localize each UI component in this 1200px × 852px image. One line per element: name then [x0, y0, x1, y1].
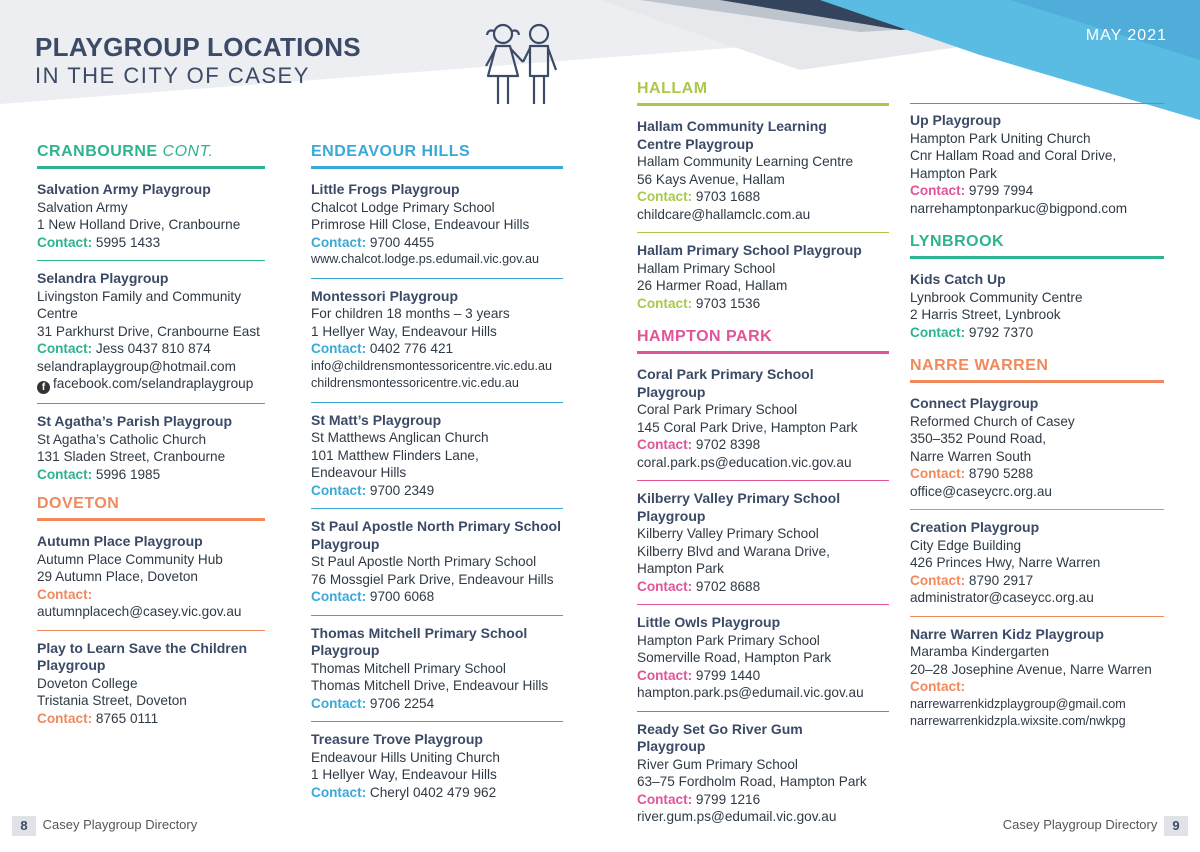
contact-label: Contact:	[311, 341, 367, 356]
divider	[311, 402, 563, 403]
listing-entry	[311, 625, 563, 713]
contact-label: Contact:	[37, 466, 93, 482]
divider	[637, 604, 889, 605]
divider	[637, 711, 889, 712]
email-link[interactable]: coral.park.ps@education.vic.gov.au	[637, 454, 852, 470]
listing-entry	[637, 614, 889, 702]
listing-venue: For children 18 months – 3 years	[311, 306, 510, 321]
listing-address: Tristania Street, Doveton	[37, 693, 187, 708]
contact-label: Contact:	[637, 578, 693, 594]
listing-entry	[637, 721, 889, 826]
section-heading: NARRE WARREN	[910, 357, 1049, 374]
listing-entry	[37, 413, 265, 483]
contact-label: Contact:	[311, 482, 367, 498]
listing-name: Montessori Playgroup	[311, 287, 459, 304]
listing-address: 56 Kays Avenue, Hallam	[637, 171, 785, 187]
listing-address: Kilberry Blvd and Warana Drive, Hampton Park	[637, 543, 830, 576]
contact-label: Contact:	[910, 183, 966, 198]
contact-value: 8765 0111	[95, 710, 159, 726]
listing-name: St Paul Apostle North Primary School Playgroup	[311, 518, 561, 552]
listing-entry	[637, 366, 889, 471]
website-link[interactable]: childrensmontessoricentre.vic.edu.au	[311, 376, 519, 390]
listing-venue: Maramba Kindergarten	[910, 644, 1050, 659]
section-heading-cont: CONT.	[162, 143, 214, 160]
listing-entry	[910, 395, 1164, 500]
listing-name: Kilberry Valley Primary School Playgroup	[637, 490, 841, 524]
section-narre-warren	[910, 357, 1164, 383]
listing-name: Salvation Army Playgroup	[37, 181, 211, 197]
listing-address: 131 Sladen Street, Cranbourne	[37, 449, 226, 464]
divider	[311, 721, 563, 722]
listing-address: 29 Autumn Place, Doveton	[37, 569, 198, 584]
contact-label: Contact:	[637, 189, 693, 204]
listing-name: Up Playgroup	[910, 112, 1002, 128]
listing-entry	[910, 271, 1164, 341]
contact-label: Contact:	[910, 572, 966, 588]
contact-value: 9702 8688	[695, 578, 761, 594]
footer-title-left: Casey Playgroup Directory	[42, 817, 198, 833]
section-hampton-park	[637, 328, 889, 354]
listing-venue: Chalcot Lodge Primary School	[311, 199, 495, 215]
contact-value: 9702 8398	[695, 437, 761, 452]
contact-value: 9703 1536	[695, 295, 761, 311]
contact-label: Contact:	[637, 791, 693, 807]
listing-name: Kids Catch Up	[910, 271, 1006, 287]
listing-entry	[910, 112, 1164, 217]
contact-label: Contact:	[637, 295, 693, 311]
email-link[interactable]: childcare@hallamclc.com.au	[637, 206, 811, 222]
contact-value: 5995 1433	[95, 234, 161, 250]
email-link[interactable]: narrehamptonparkuc@bigpond.com	[910, 200, 1128, 216]
listing-venue: Autumn Place Community Hub	[37, 551, 223, 567]
listing-name: Coral Park Primary School Playgroup	[637, 366, 814, 400]
section-heading: CRANBOURNE	[37, 143, 158, 160]
section-heading: HALLAM	[637, 80, 708, 97]
issue-date: MAY 2021	[1085, 27, 1167, 44]
contact-value: 9700 2349	[369, 482, 435, 498]
listing-venue: Doveton College	[37, 675, 138, 691]
section-hallam	[637, 80, 889, 106]
email-link[interactable]: narrewarrenkidzplaygroup@gmail.com	[910, 696, 1126, 711]
divider	[910, 103, 1164, 104]
listing-venue: Livingston Family and Community Centre	[37, 288, 241, 321]
divider	[637, 232, 889, 233]
listing-name: Little Owls Playgroup	[637, 614, 781, 630]
email-link[interactable]: administrator@caseycc.org.au	[910, 590, 1094, 605]
section-endeavour-hills	[311, 143, 563, 169]
listing-venue: St Matthews Anglican Church	[311, 430, 489, 445]
contact-label: Contact:	[37, 710, 93, 726]
listing-venue: Lynbrook Community Centre	[910, 289, 1083, 305]
listing-entry	[37, 270, 265, 394]
contact-value: 9792 7370	[968, 324, 1034, 340]
listing-venue: Hallam Community Learning Centre	[637, 154, 854, 169]
listing-entry	[311, 288, 563, 393]
footer-right	[1003, 816, 1188, 836]
listing-address: 76 Mossgiel Park Drive, Endeavour Hills	[311, 571, 554, 587]
page-subtitle: IN THE CITY OF CASEY	[35, 63, 310, 88]
section-heading: ENDEAVOUR HILLS	[311, 143, 471, 160]
contact-value: Jess 0437 810 874	[95, 341, 211, 356]
listing-name: Creation Playgroup	[910, 519, 1040, 535]
listing-address: 31 Parkhurst Drive, Cranbourne East	[37, 323, 260, 339]
listing-name: Play to Learn Save the Children Playgroup	[37, 639, 248, 673]
contact-value: 9799 1440	[695, 667, 761, 683]
contact-label: Contact:	[637, 437, 693, 452]
listing-address: 63–75 Fordholm Road, Hampton Park	[637, 774, 867, 789]
contact-label: Contact:	[37, 234, 93, 250]
listing-address: Thomas Mitchell Drive, Endeavour Hills	[311, 678, 549, 693]
contact-label: Contact:	[637, 667, 693, 683]
email-link[interactable]: selandraplaygroup@hotmail.com	[37, 358, 236, 374]
listing-venue: Hallam Primary School	[637, 260, 776, 276]
listing-venue: Salvation Army	[37, 199, 128, 215]
listing-name: Treasure Trove Playgroup	[311, 731, 483, 747]
listing-entry	[37, 533, 265, 621]
listing-name: Connect Playgroup	[910, 395, 1039, 411]
listing-entry	[311, 518, 563, 606]
listing-name: Narre Warren Kidz Playgroup	[910, 625, 1104, 642]
listing-name: Little Frogs Playgroup	[311, 181, 460, 197]
contact-label: Contact:	[311, 784, 367, 800]
listing-address: 145 Coral Park Drive, Hampton Park	[637, 419, 858, 435]
contact-label: Contact:	[910, 679, 966, 694]
listing-venue: Coral Park Primary School	[637, 402, 798, 417]
email-link[interactable]: autumnplacech@casey.vic.gov.au	[37, 604, 242, 619]
email-link[interactable]: hampton.park.ps@edumail.vic.gov.au	[637, 685, 864, 700]
listing-entry	[37, 640, 265, 728]
listing-entry	[637, 242, 889, 312]
contact-label: Contact:	[910, 324, 966, 340]
divider	[37, 630, 265, 631]
facebook-icon: f	[37, 381, 50, 394]
listing-entry	[311, 181, 563, 269]
listing-venue: St Paul Apostle North Primary School	[311, 554, 537, 569]
contact-value: 9700 6068	[369, 589, 435, 604]
contact-label: Contact:	[37, 341, 93, 356]
email-link[interactable]: river.gum.ps@edumail.vic.gov.au	[637, 809, 837, 824]
listing-address: 26 Harmer Road, Hallam	[637, 278, 788, 293]
page-number-left: 8	[12, 816, 36, 836]
divider	[37, 403, 265, 404]
listing-address: 20–28 Josephine Avenue, Narre Warren	[910, 661, 1152, 677]
section-lynbrook	[910, 233, 1164, 259]
listing-name: St Matt’s Playgroup	[311, 411, 442, 428]
footer-title-right: Casey Playgroup Directory	[1002, 817, 1158, 833]
listing-entry	[311, 731, 563, 801]
website-link[interactable]: narrewarrenkidzpla.wixsite.com/nwkpg	[910, 714, 1126, 728]
contact-value: 0402 776 421	[369, 341, 454, 356]
contact-value: 5996 1985	[95, 466, 161, 482]
listing-entry	[637, 490, 889, 595]
facebook-url: facebook.com/selandraplaygroup	[53, 376, 254, 391]
listing-name: Autumn Place Playgroup	[37, 533, 203, 549]
contact-label: Contact:	[910, 466, 966, 481]
divider	[910, 616, 1164, 617]
listing-address: 2 Harris Street, Lynbrook	[910, 307, 1061, 322]
footer-left	[12, 816, 197, 836]
listing-address: Primrose Hill Close, Endeavour Hills	[311, 217, 530, 232]
listing-entry	[311, 412, 563, 500]
listing-venue: Hampton Park Primary School	[637, 632, 820, 648]
listing-name: Thomas Mitchell Primary School Playgroup	[311, 624, 528, 658]
contact-label: Contact:	[37, 586, 93, 602]
contact-value: Cheryl 0402 479 962	[369, 784, 497, 800]
listing-address: 1 Hellyer Way, Endeavour Hills	[311, 323, 497, 339]
listing-address: 1 New Holland Drive, Cranbourne	[37, 217, 241, 232]
section-heading: DOVETON	[37, 495, 120, 512]
page-title: PLAYGROUP LOCATIONS	[35, 32, 361, 62]
contact-value: 8790 5288	[968, 466, 1034, 481]
listing-venue: Thomas Mitchell Primary School	[311, 660, 506, 676]
listing-name: Hallam Community Learning Centre Playgroup	[637, 118, 827, 152]
contact-value: 9799 7994	[968, 183, 1034, 198]
divider	[311, 508, 563, 509]
listing-entry	[910, 626, 1164, 731]
divider	[311, 278, 563, 279]
section-cranbourne	[37, 143, 265, 169]
listing-entry	[637, 118, 889, 223]
contact-label: Contact:	[311, 695, 367, 711]
listing-venue: River Gum Primary School	[637, 756, 798, 772]
listing-venue: Kilberry Valley Primary School	[637, 526, 819, 541]
page-number-right: 9	[1164, 816, 1188, 836]
section-heading: LYNBROOK	[910, 233, 1005, 250]
divider	[910, 509, 1164, 510]
listing-venue: Hampton Park Uniting Church	[910, 130, 1091, 146]
website-link[interactable]: www.chalcot.lodge.ps.edumail.vic.gov.au	[311, 252, 539, 266]
listing-address: Cnr Hallam Road and Coral Drive, Hampton Park	[910, 148, 1117, 181]
listing-address: Somerville Road, Hampton Park	[637, 650, 832, 665]
contact-value: 9700 4455	[369, 234, 435, 250]
listing-name: St Agatha’s Parish Playgroup	[37, 413, 233, 429]
contact-value: 8790 2917	[968, 572, 1034, 588]
listing-venue: City Edge Building	[910, 537, 1022, 553]
listing-venue: Endeavour Hills Uniting Church	[311, 749, 500, 765]
section-doveton	[37, 495, 265, 521]
listing-name: Hallam Primary School Playgroup	[637, 242, 862, 258]
listing-address: 350–352 Pound Road, Narre Warren South	[910, 431, 1047, 464]
section-heading: HAMPTON PARK	[637, 328, 773, 345]
contact-label: Contact:	[311, 234, 367, 250]
email-link[interactable]: info@childrensmontessoricentre.vic.edu.au	[311, 358, 552, 373]
listing-entry	[37, 181, 265, 251]
listing-entry	[910, 519, 1164, 607]
contact-label: Contact:	[311, 589, 367, 604]
email-link[interactable]: office@caseycrc.org.au	[910, 483, 1052, 499]
listing-name: Ready Set Go River Gum Playgroup	[637, 720, 803, 754]
divider	[311, 615, 563, 616]
listing-name: Selandra Playgroup	[37, 270, 169, 286]
divider	[637, 480, 889, 481]
contact-value: 9703 1688	[695, 189, 761, 204]
listing-address: 426 Princes Hwy, Narre Warren	[910, 555, 1101, 570]
listing-address: 101 Matthew Flinders Lane, Endeavour Hills	[311, 447, 479, 480]
divider	[37, 260, 265, 261]
listing-venue: Reformed Church of Casey	[910, 413, 1075, 429]
listing-venue: St Agatha’s Catholic Church	[37, 431, 207, 447]
children-icon	[476, 18, 566, 108]
facebook-link[interactable]	[37, 375, 265, 394]
contact-value: 9799 1216	[695, 791, 761, 807]
contact-value: 9706 2254	[369, 695, 435, 711]
listing-address: 1 Hellyer Way, Endeavour Hills	[311, 767, 497, 782]
